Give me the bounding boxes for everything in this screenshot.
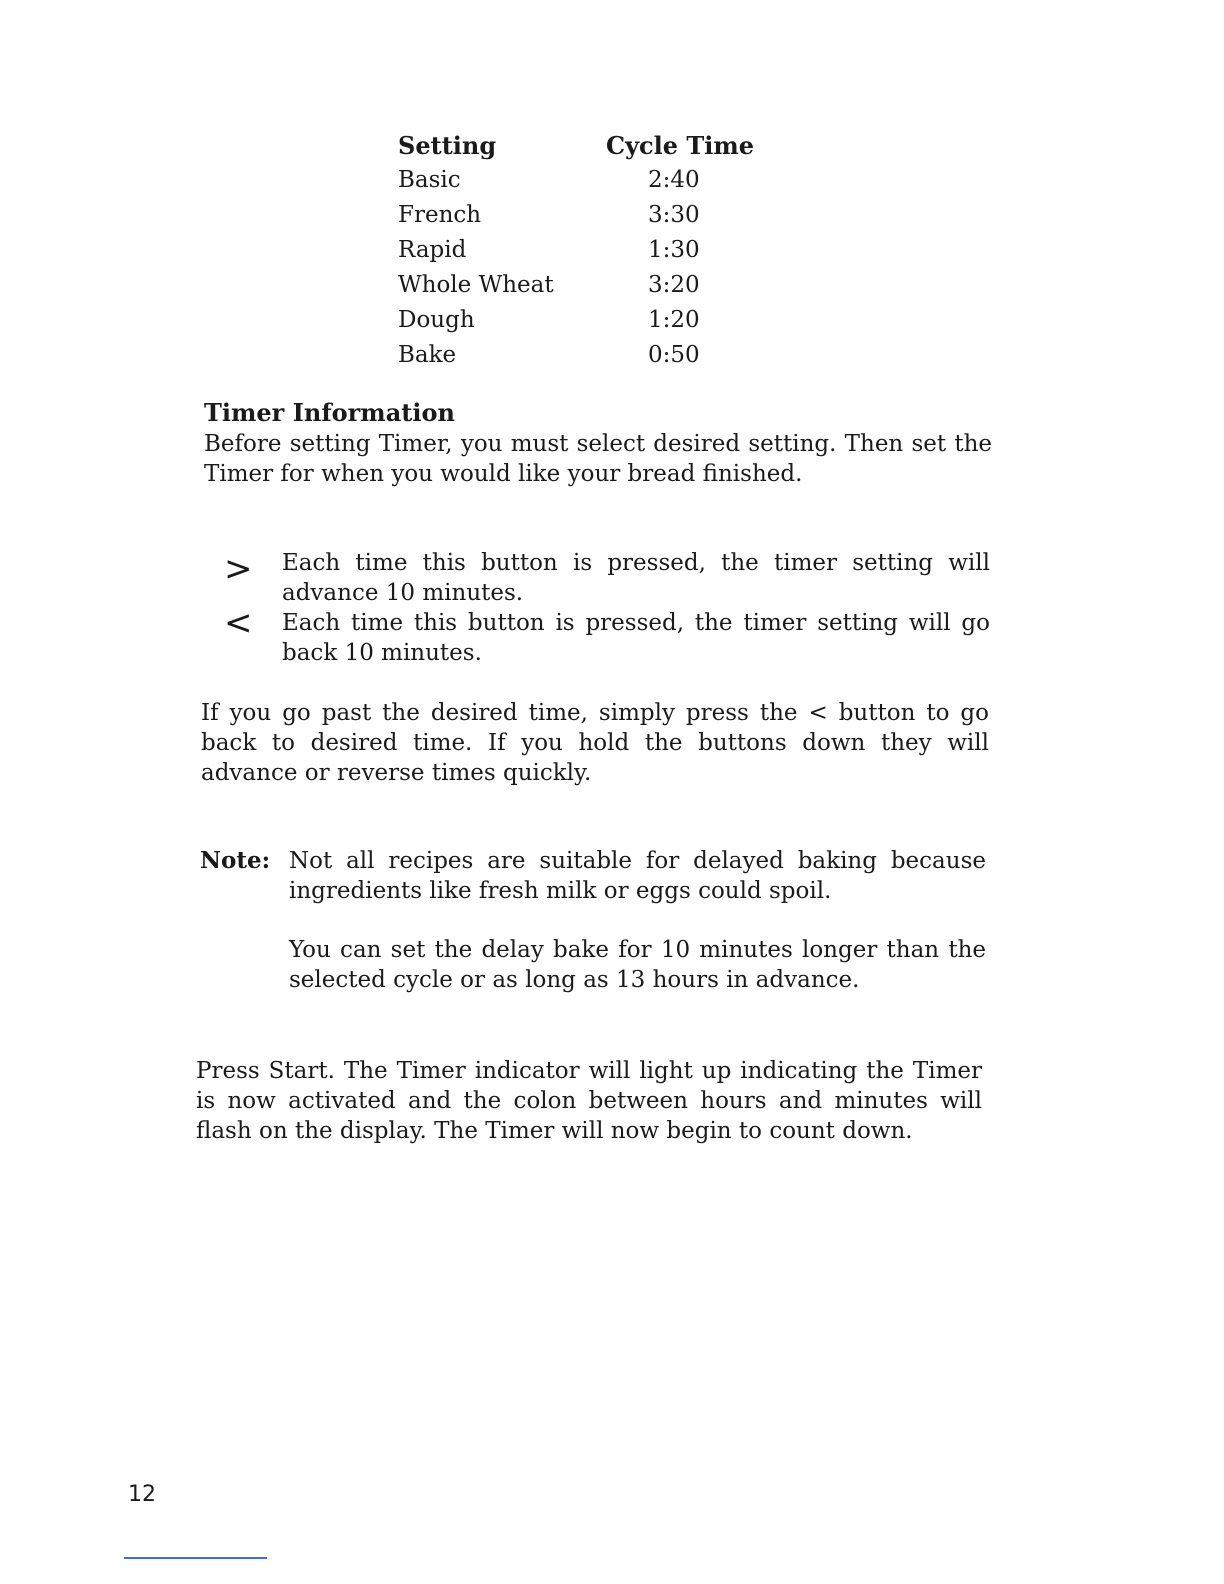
- past-time-paragraph: If you go past the desired time, simply press the < button to go back to desired time. If you hold the buttons down they will advance or reverse times quickly.: [201, 700, 989, 786]
- advance-button-description: Each time this button is pressed, the timer setting will advance 10 minutes.: [282, 550, 990, 606]
- cycle-time: 1:20: [648, 307, 700, 333]
- cycle-time: 2:40: [648, 167, 700, 193]
- cycle-time: 0:50: [648, 342, 700, 368]
- setting-name: Rapid: [398, 237, 467, 263]
- setting-name: French: [398, 202, 482, 228]
- cycle-time: 3:30: [648, 202, 700, 228]
- advance-arrow-icon: >: [224, 549, 253, 589]
- page-number: 12: [128, 1482, 156, 1507]
- note-paragraph-2: You can set the delay bake for 10 minutes longer than the selected cycle or as long as 13 hours in advance.: [289, 937, 986, 993]
- note-paragraph-1: Not all recipes are suitable for delayed baking because ingredients like fresh milk or eggs could spoil.: [289, 848, 986, 904]
- timer-information-heading: Timer Information: [204, 398, 455, 427]
- cycle-time: 1:30: [648, 237, 700, 263]
- header-cycle-time: Cycle Time: [606, 131, 755, 160]
- setting-name: Basic: [398, 167, 461, 193]
- back-button-description: Each time this button is pressed, the timer setting will go back 10 minutes.: [282, 610, 990, 666]
- press-start-paragraph: Press Start. The Timer indicator will light up indicating the Timer is now activated and the colon between hours and minutes will flash on the display. The Timer will now begin to count down.: [196, 1058, 982, 1144]
- setting-name: Dough: [398, 307, 475, 333]
- header-setting: Setting: [398, 131, 497, 160]
- timer-intro-paragraph: Before setting Timer, you must select desired setting. Then set the Timer for when you would like your bread finished.: [204, 431, 992, 487]
- setting-name: Whole Wheat: [398, 272, 554, 298]
- cycle-time: 3:20: [648, 272, 700, 298]
- footer-rule: [124, 1557, 267, 1559]
- setting-name: Bake: [398, 342, 457, 368]
- note-label: Note:: [200, 847, 271, 874]
- back-arrow-icon: <: [224, 603, 253, 643]
